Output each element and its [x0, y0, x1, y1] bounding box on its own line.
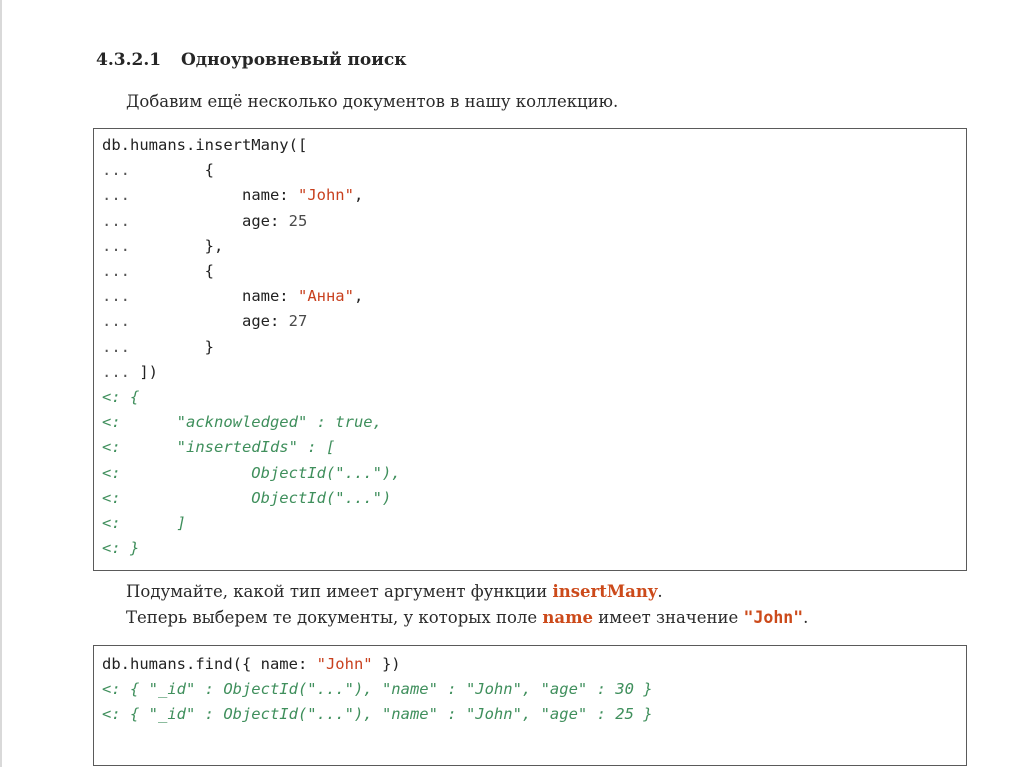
section-number: 4.3.2.1 — [96, 50, 162, 70]
code-text: db.humans.insertMany([ — [102, 136, 308, 154]
code-text: name: — [130, 287, 298, 306]
find-query-string: "John" — [316, 655, 373, 673]
response-line: <: } — [102, 539, 140, 558]
filter-middle: имеет значение — [593, 608, 744, 627]
code-line — [102, 337, 214, 357]
code-text: { — [130, 161, 214, 180]
code-line — [102, 261, 214, 281]
code-line — [102, 362, 158, 382]
continuation-prompt: ... — [102, 161, 130, 180]
number-literal: 27 — [288, 312, 308, 331]
response-line: <: "insertedIds" : [ — [102, 438, 336, 457]
continuation-prompt: ... — [102, 362, 130, 381]
intro-paragraph: Добавим ещё несколько документов в нашу коллекцию. — [126, 92, 619, 111]
question-text: Подумайте, какой тип имеет аргумент функции — [126, 582, 553, 601]
code-text: name: — [130, 186, 298, 205]
response-line: <: ObjectId("..."), — [102, 463, 401, 482]
find-query-prefix: db.humans.find({ name: — [102, 655, 317, 673]
code-line — [102, 236, 223, 256]
continuation-prompt: ... — [102, 186, 130, 205]
code-punctuation: , — [353, 287, 364, 306]
filter-text: Теперь выберем те документы, у которых поле — [126, 608, 543, 627]
response-line: <: { — [102, 388, 140, 406]
code-punctuation: , — [353, 186, 364, 205]
code-line — [102, 211, 307, 231]
code-line — [102, 135, 307, 155]
continuation-prompt: ... — [102, 287, 130, 306]
code-line — [102, 311, 307, 331]
code-line — [102, 160, 214, 180]
continuation-prompt: ... — [102, 337, 130, 356]
question-end: . — [657, 582, 663, 601]
filter-field-name: name — [542, 608, 594, 627]
code-text: age: — [130, 211, 289, 230]
string-literal: "John" — [297, 186, 354, 205]
filter-paragraph — [126, 608, 808, 627]
string-literal: "Анна" — [297, 287, 354, 306]
continuation-prompt: ... — [102, 312, 130, 331]
continuation-prompt: ... — [102, 211, 130, 230]
code-line — [102, 185, 363, 205]
page-edge — [0, 0, 2, 767]
find-query-line — [102, 654, 401, 674]
filter-end: . — [803, 608, 809, 627]
response-line: <: "acknowledged" : true, — [102, 413, 382, 432]
code-text: } — [130, 337, 214, 356]
code-text: age: — [130, 312, 289, 331]
find-result-line: <: { "_id" : ObjectId("..."), "name" : "John", "age" : 25 } — [102, 705, 653, 723]
question-function-name: insertMany — [552, 582, 658, 601]
code-text: ]) — [130, 362, 158, 381]
code-text: }, — [130, 236, 224, 255]
response-line: <: ] — [102, 514, 186, 532]
continuation-prompt: ... — [102, 262, 130, 280]
code-block-find — [93, 645, 967, 766]
find-result-line: <: { "_id" : ObjectId("..."), "name" : "John", "age" : 30 } — [102, 680, 653, 698]
filter-value: "John" — [743, 608, 804, 627]
section-heading — [96, 50, 407, 70]
number-literal: 25 — [288, 211, 308, 230]
response-line: <: ObjectId("...") — [102, 488, 392, 507]
continuation-prompt: ... — [102, 236, 130, 255]
section-title: Одноуровневый поиск — [181, 50, 407, 70]
code-line — [102, 286, 363, 306]
question-paragraph — [126, 582, 663, 601]
code-text: { — [130, 262, 214, 280]
find-query-suffix: }) — [372, 655, 401, 673]
code-block-insert — [93, 128, 967, 571]
